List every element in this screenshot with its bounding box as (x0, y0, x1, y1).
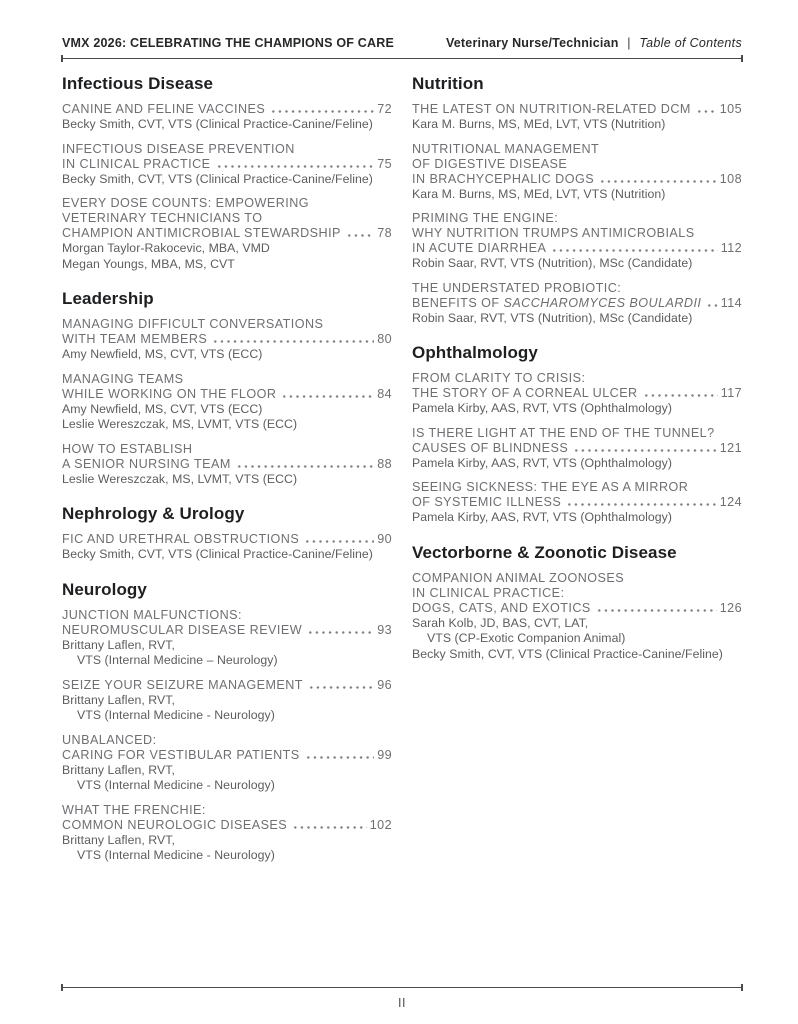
entry-page-number: 102 (369, 817, 392, 832)
entry-author: Becky Smith, CVT, VTS (Clinical Practice-Canine/Feline) (62, 547, 373, 561)
entry-title-line (412, 601, 742, 616)
entry-title-line (412, 586, 742, 601)
entry-author: Becky Smith, CVT, VTS (Clinical Practice-Canine/Feline) (62, 171, 373, 186)
toc-entry (62, 608, 392, 669)
section-heading: Ophthalmology (412, 343, 538, 362)
entry-title-text: PRIMING THE ENGINE: (412, 211, 559, 225)
entry-page-number: 108 (719, 171, 742, 186)
entry-title-text: FROM CLARITY TO CRISIS: (412, 371, 586, 385)
toc-entry (412, 142, 742, 203)
footer-rule (62, 987, 742, 988)
entry-author: Sarah Kolb, JD, BAS, CVT, LAT, (412, 615, 589, 630)
section-heading: Neurology (62, 579, 147, 599)
entry-title-line (62, 317, 392, 332)
entry-author: VTS (Internal Medicine - Neurology) (77, 708, 275, 722)
entry-title-text: OF SYSTEMIC ILLNESS (412, 495, 562, 509)
entry-title-line (412, 426, 742, 441)
entry-title-line (62, 442, 392, 457)
entry-title-line (62, 102, 392, 117)
toc-entry (62, 102, 392, 133)
entry-page-number: 78 (377, 226, 392, 240)
entry-title-text: A SENIOR NURSING TEAM (62, 456, 231, 471)
entry-author: Becky Smith, CVT, VTS (Clinical Practice-Canine/Feline) (62, 117, 373, 131)
entry-author: VTS (Internal Medicine - Neurology) (77, 778, 275, 792)
entry-author: Brittany Laflen, RVT, (62, 832, 175, 847)
entry-author: Robin Saar, RVT, VTS (Nutrition), MSc (Candidate) (412, 256, 693, 270)
entry-title-text: THE STORY OF A CORNEAL ULCER (412, 386, 638, 400)
entry-page-number: 72 (377, 102, 392, 116)
toc-columns (62, 74, 742, 873)
toc-section (412, 74, 742, 326)
entry-title-text: NEUROMUSCULAR DISEASE REVIEW (62, 622, 303, 637)
entry-title-line (62, 748, 392, 763)
entry-page-number: 126 (719, 600, 742, 615)
entry-title-line (412, 480, 742, 495)
entry-title-line (62, 623, 392, 638)
dot-leader (305, 749, 375, 759)
entry-title-line (412, 102, 742, 117)
entry-title-text: JUNCTION MALFUNCTIONS: (62, 607, 242, 622)
toc-entry (62, 442, 392, 488)
entry-page-number: 105 (719, 102, 742, 116)
entry-author: Brittany Laflen, RVT, (62, 692, 175, 707)
toc-entry (62, 142, 392, 188)
entry-page-number: 121 (719, 440, 742, 455)
toc-section (412, 543, 742, 663)
entry-author: VTS (Internal Medicine - Neurology) (77, 848, 275, 862)
entry-title-line (62, 157, 392, 172)
entry-title-text: COMMON NEUROLOGIC DISEASES (62, 817, 288, 832)
toc-section (62, 580, 392, 864)
section-heading: Vectorborne & Zoonotic Disease (412, 542, 677, 562)
entry-title-text: BENEFITS OF SACCHAROMYCES BOULARDII (412, 295, 702, 310)
entry-author: Pamela Kirby, AAS, RVT, VTS (Ophthalmology) (412, 510, 673, 524)
entry-page-number: 112 (720, 241, 742, 255)
entry-title-line (62, 372, 392, 387)
entry-title-line (62, 818, 392, 833)
entry-page-number: 93 (377, 622, 392, 637)
entry-page-number: 75 (377, 156, 392, 171)
entry-title-line (412, 142, 742, 157)
entry-title-text: NUTRITIONAL MANAGEMENT (412, 141, 600, 156)
entry-title-line (412, 241, 742, 256)
header-event-title: VMX 2026: CELEBRATING THE CHAMPIONS OF CARE (62, 36, 395, 50)
dot-leader (599, 173, 717, 183)
dot-leader (236, 458, 374, 468)
entry-title-line (412, 157, 742, 172)
entry-title-line (412, 371, 742, 386)
dot-leader (643, 387, 718, 397)
toc-column-right (412, 74, 742, 873)
header-track-name: Veterinary Nurse/Technician (445, 36, 619, 50)
entry-author: Brittany Laflen, RVT, (62, 637, 175, 652)
entry-author: Leslie Wereszczak, MS, LVMT, VTS (ECC) (62, 471, 298, 486)
entry-page-number: 96 (377, 677, 392, 692)
entry-title-line (62, 678, 392, 693)
entry-title-text: VETERINARY TECHNICIANS TO (62, 211, 263, 225)
entry-title-text: DOGS, CATS, AND EXOTICS (412, 600, 591, 615)
dot-leader (346, 227, 374, 237)
entry-title-line (412, 441, 742, 456)
dot-leader (270, 103, 374, 113)
page-footer (62, 979, 742, 1010)
dot-leader (216, 158, 375, 168)
toc-entry (62, 372, 392, 433)
toc-entry (412, 480, 742, 526)
entry-title-line (62, 532, 392, 547)
section-heading: Infectious Disease (62, 74, 214, 93)
toc-entry (412, 281, 742, 327)
entry-title-line (62, 608, 392, 623)
toc-entry (62, 678, 392, 724)
dot-leader (292, 819, 367, 829)
toc-entry (412, 211, 742, 272)
toc-entry (62, 196, 392, 272)
entry-title-line (62, 733, 392, 748)
entry-author: Becky Smith, CVT, VTS (Clinical Practice-Canine/Feline) (412, 646, 723, 661)
entry-page-number: 84 (377, 386, 392, 401)
entry-title-text: IN CLINICAL PRACTICE (62, 156, 211, 171)
entry-title-line (62, 387, 392, 402)
entry-title-text: WITH TEAM MEMBERS (62, 332, 208, 346)
entry-title-text: FIC AND URETHRAL OBSTRUCTIONS (62, 532, 300, 546)
entry-page-number: 88 (377, 456, 392, 471)
entry-title-text: COMPANION ANIMAL ZOONOSES (412, 570, 625, 585)
entry-title-text: CANINE AND FELINE VACCINES (62, 102, 266, 116)
header-separator: | (627, 36, 631, 50)
toc-section (62, 74, 392, 272)
toc-entry (412, 426, 742, 472)
entry-page-number: 117 (720, 386, 742, 400)
entry-title-line (62, 211, 392, 226)
toc-section (62, 289, 392, 487)
header-toc-label: Table of Contents (639, 36, 742, 50)
entry-author: Amy Newfield, MS, CVT, VTS (ECC) (62, 347, 263, 361)
entry-title-line (62, 803, 392, 818)
entry-author: Amy Newfield, MS, CVT, VTS (ECC) (62, 401, 263, 416)
dot-leader (696, 103, 717, 113)
entry-title-line (412, 495, 742, 510)
entry-author: Pamela Kirby, AAS, RVT, VTS (Ophthalmology) (412, 401, 673, 415)
entry-title-text: WHAT THE FRENCHIE: (62, 802, 206, 817)
entry-author: Pamela Kirby, AAS, RVT, VTS (Ophthalmology) (412, 455, 673, 470)
entry-title-line (412, 281, 742, 296)
entry-title-line (62, 226, 392, 241)
entry-title-line (412, 386, 742, 401)
entry-title-text: CHAMPION ANTIMICROBIAL STEWARDSHIP (62, 226, 341, 240)
page-number: II (398, 996, 406, 1010)
entry-title-text: HOW TO ESTABLISH (62, 441, 193, 456)
toc-entry (62, 803, 392, 864)
section-heading: Leadership (62, 289, 154, 308)
entry-page-number: 90 (377, 532, 392, 546)
entry-author: Kara M. Burns, MS, MEd, LVT, VTS (Nutrition) (412, 186, 666, 201)
entry-title-text: IN CLINICAL PRACTICE: (412, 585, 565, 600)
toc-section (62, 504, 392, 563)
section-heading: Nutrition (412, 74, 484, 93)
dot-leader (573, 442, 717, 452)
dot-leader (596, 602, 717, 612)
toc-section (412, 343, 742, 526)
entry-title-line (412, 226, 742, 241)
entry-title-line (62, 196, 392, 211)
dot-leader (307, 624, 374, 634)
entry-title-text: SEEING SICKNESS: THE EYE AS A MIRROR (412, 480, 689, 494)
entry-title-text: THE UNDERSTATED PROBIOTIC: (412, 280, 622, 295)
dot-leader (308, 679, 374, 689)
entry-title-text: WHILE WORKING ON THE FLOOR (62, 386, 277, 401)
entry-page-number: 80 (377, 332, 392, 346)
entry-title-text: THE LATEST ON NUTRITION-RELATED DCM (412, 102, 691, 116)
entry-title-line (412, 211, 742, 226)
entry-title-line (412, 296, 742, 311)
entry-page-number: 124 (719, 495, 742, 509)
entry-author: VTS (Internal Medicine – Neurology) (77, 653, 278, 667)
toc-entry (62, 532, 392, 563)
dot-leader (281, 388, 374, 398)
entry-title-text: CARING FOR VESTIBULAR PATIENTS (62, 747, 300, 762)
entry-author: Kara M. Burns, MS, MEd, LVT, VTS (Nutrition) (412, 117, 666, 131)
page-header (62, 36, 742, 59)
header-rule (62, 58, 742, 59)
header-right-group (446, 36, 742, 50)
section-heading: Nephrology & Urology (62, 504, 245, 523)
entry-title-text: MANAGING DIFFICULT CONVERSATIONS (62, 317, 324, 331)
entry-title-text: IS THERE LIGHT AT THE END OF THE TUNNEL? (412, 425, 715, 440)
toc-entry (412, 102, 742, 133)
entry-title-text: UNBALANCED: (62, 732, 157, 747)
toc-entry (62, 733, 392, 794)
toc-column-left (62, 74, 392, 873)
entry-title-line (62, 332, 392, 347)
entry-title-text: WHY NUTRITION TRUMPS ANTIMICROBIALS (412, 226, 695, 240)
entry-author: Leslie Wereszczak, MS, LVMT, VTS (ECC) (62, 417, 298, 431)
entry-title-text: IN BRACHYCEPHALIC DOGS (412, 171, 595, 186)
entry-author: Robin Saar, RVT, VTS (Nutrition), MSc (Candidate) (412, 310, 693, 325)
toc-entry (62, 317, 392, 363)
entry-author: Morgan Taylor-Rakocevic, MBA, VMD (62, 241, 270, 255)
entry-title-line (412, 571, 742, 586)
entry-author: VTS (CP-Exotic Companion Animal) (427, 631, 626, 645)
dot-leader (304, 533, 374, 543)
entry-title-text: CAUSES OF BLINDNESS (412, 440, 569, 455)
header-row (62, 36, 742, 50)
entry-title-line (62, 457, 392, 472)
entry-title-text: OF DIGESTIVE DISEASE (412, 156, 568, 171)
entry-author: Brittany Laflen, RVT, (62, 762, 175, 777)
entry-title-text: INFECTIOUS DISEASE PREVENTION (62, 141, 295, 156)
toc-entry (412, 371, 742, 417)
toc-entry (412, 571, 742, 663)
entry-title-text: SEIZE YOUR SEIZURE MANAGEMENT (62, 677, 303, 692)
entry-author: Megan Youngs, MBA, MS, CVT (62, 256, 235, 271)
entry-title-text: MANAGING TEAMS (62, 371, 184, 386)
entry-page-number: 114 (720, 295, 742, 310)
entry-title-text: EVERY DOSE COUNTS: EMPOWERING (62, 196, 310, 210)
dot-leader (551, 242, 717, 252)
dot-leader (212, 333, 374, 343)
entry-title-line (412, 172, 742, 187)
entry-title-text: IN ACUTE DIARRHEA (412, 241, 547, 255)
entry-page-number: 99 (377, 747, 392, 762)
dot-leader (706, 297, 717, 307)
dot-leader (566, 496, 717, 506)
entry-title-line (62, 142, 392, 157)
